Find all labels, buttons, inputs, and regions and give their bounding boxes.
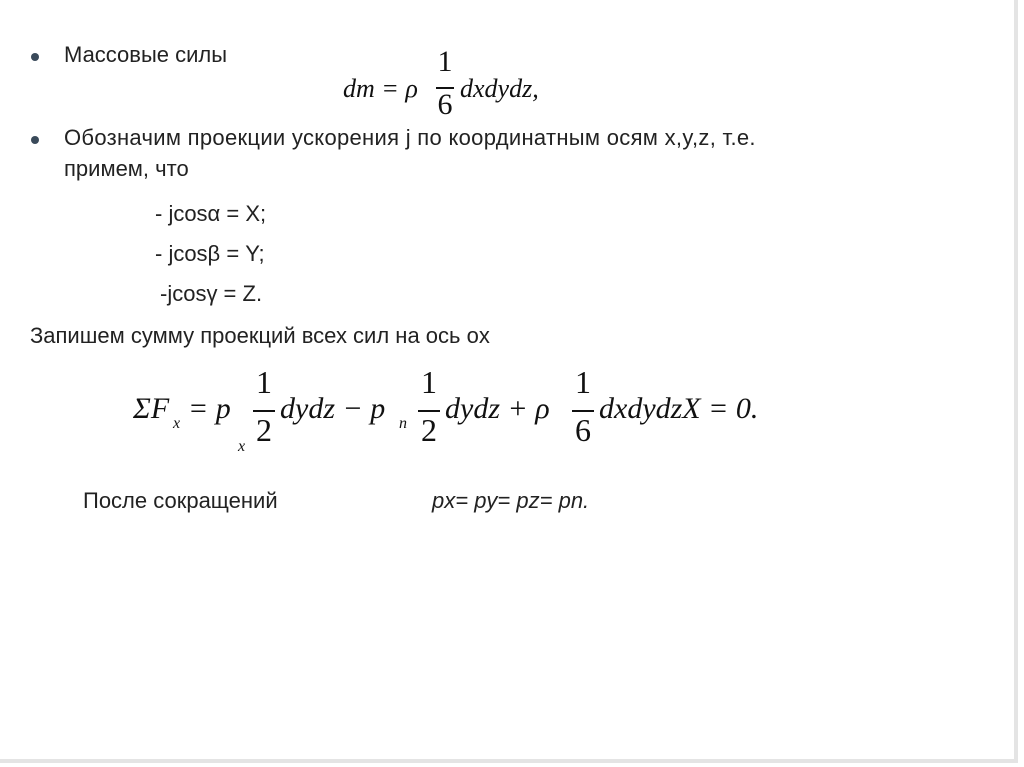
formula-dm-rhs: dxdydz, [460, 74, 539, 103]
projection-y: - jcosβ = Y; [155, 241, 265, 266]
formula-dm-lhs: dm = ρ [343, 74, 418, 103]
formula-sum-term4: dxdydzX = 0. [599, 392, 759, 425]
formula-sum-den2: 2 [421, 412, 437, 448]
formula-sum-num3: 1 [575, 364, 591, 400]
formula-sum-lhs-sub: x [173, 415, 181, 432]
projection-x: - jcosα = X; [155, 201, 267, 226]
bullet-text-mass-forces: Массовые силы [64, 42, 228, 67]
formula-sum-den1: 2 [256, 412, 272, 448]
after-reduction-text: После сокращений [83, 488, 278, 513]
result-equation: px= py= pz= pn. [432, 488, 590, 513]
bullet-text-projections: Обозначим проекции ускорения j по координатным осям x,y,z, т.е. [64, 125, 756, 150]
bullet-dot [31, 53, 39, 61]
formula-sum-p-sub: x [238, 438, 246, 455]
formula-dm-numerator: 1 [437, 45, 453, 78]
formula-sum-term2: dydz − p [280, 392, 386, 425]
formula-dm-denominator: 6 [437, 88, 453, 121]
bullet-text-projections-cont: примем, что [64, 156, 189, 181]
formula-sum-num1: 1 [256, 364, 272, 400]
formula-sum-num2: 1 [421, 364, 437, 400]
bullet-dot [31, 136, 39, 144]
formula-sum-pn-sub: n [399, 415, 407, 432]
sum-projections-text: Запишем сумму проекций всех сил на ось ox [30, 323, 490, 348]
formula-sum-den3: 6 [575, 412, 591, 448]
formula-sum-term3: dydz + ρ [445, 392, 550, 425]
projection-z: -jcosγ = Z. [160, 281, 263, 306]
formula-sum-p: = p [188, 392, 231, 425]
formula-sum-lhs: ΣF [133, 392, 170, 425]
